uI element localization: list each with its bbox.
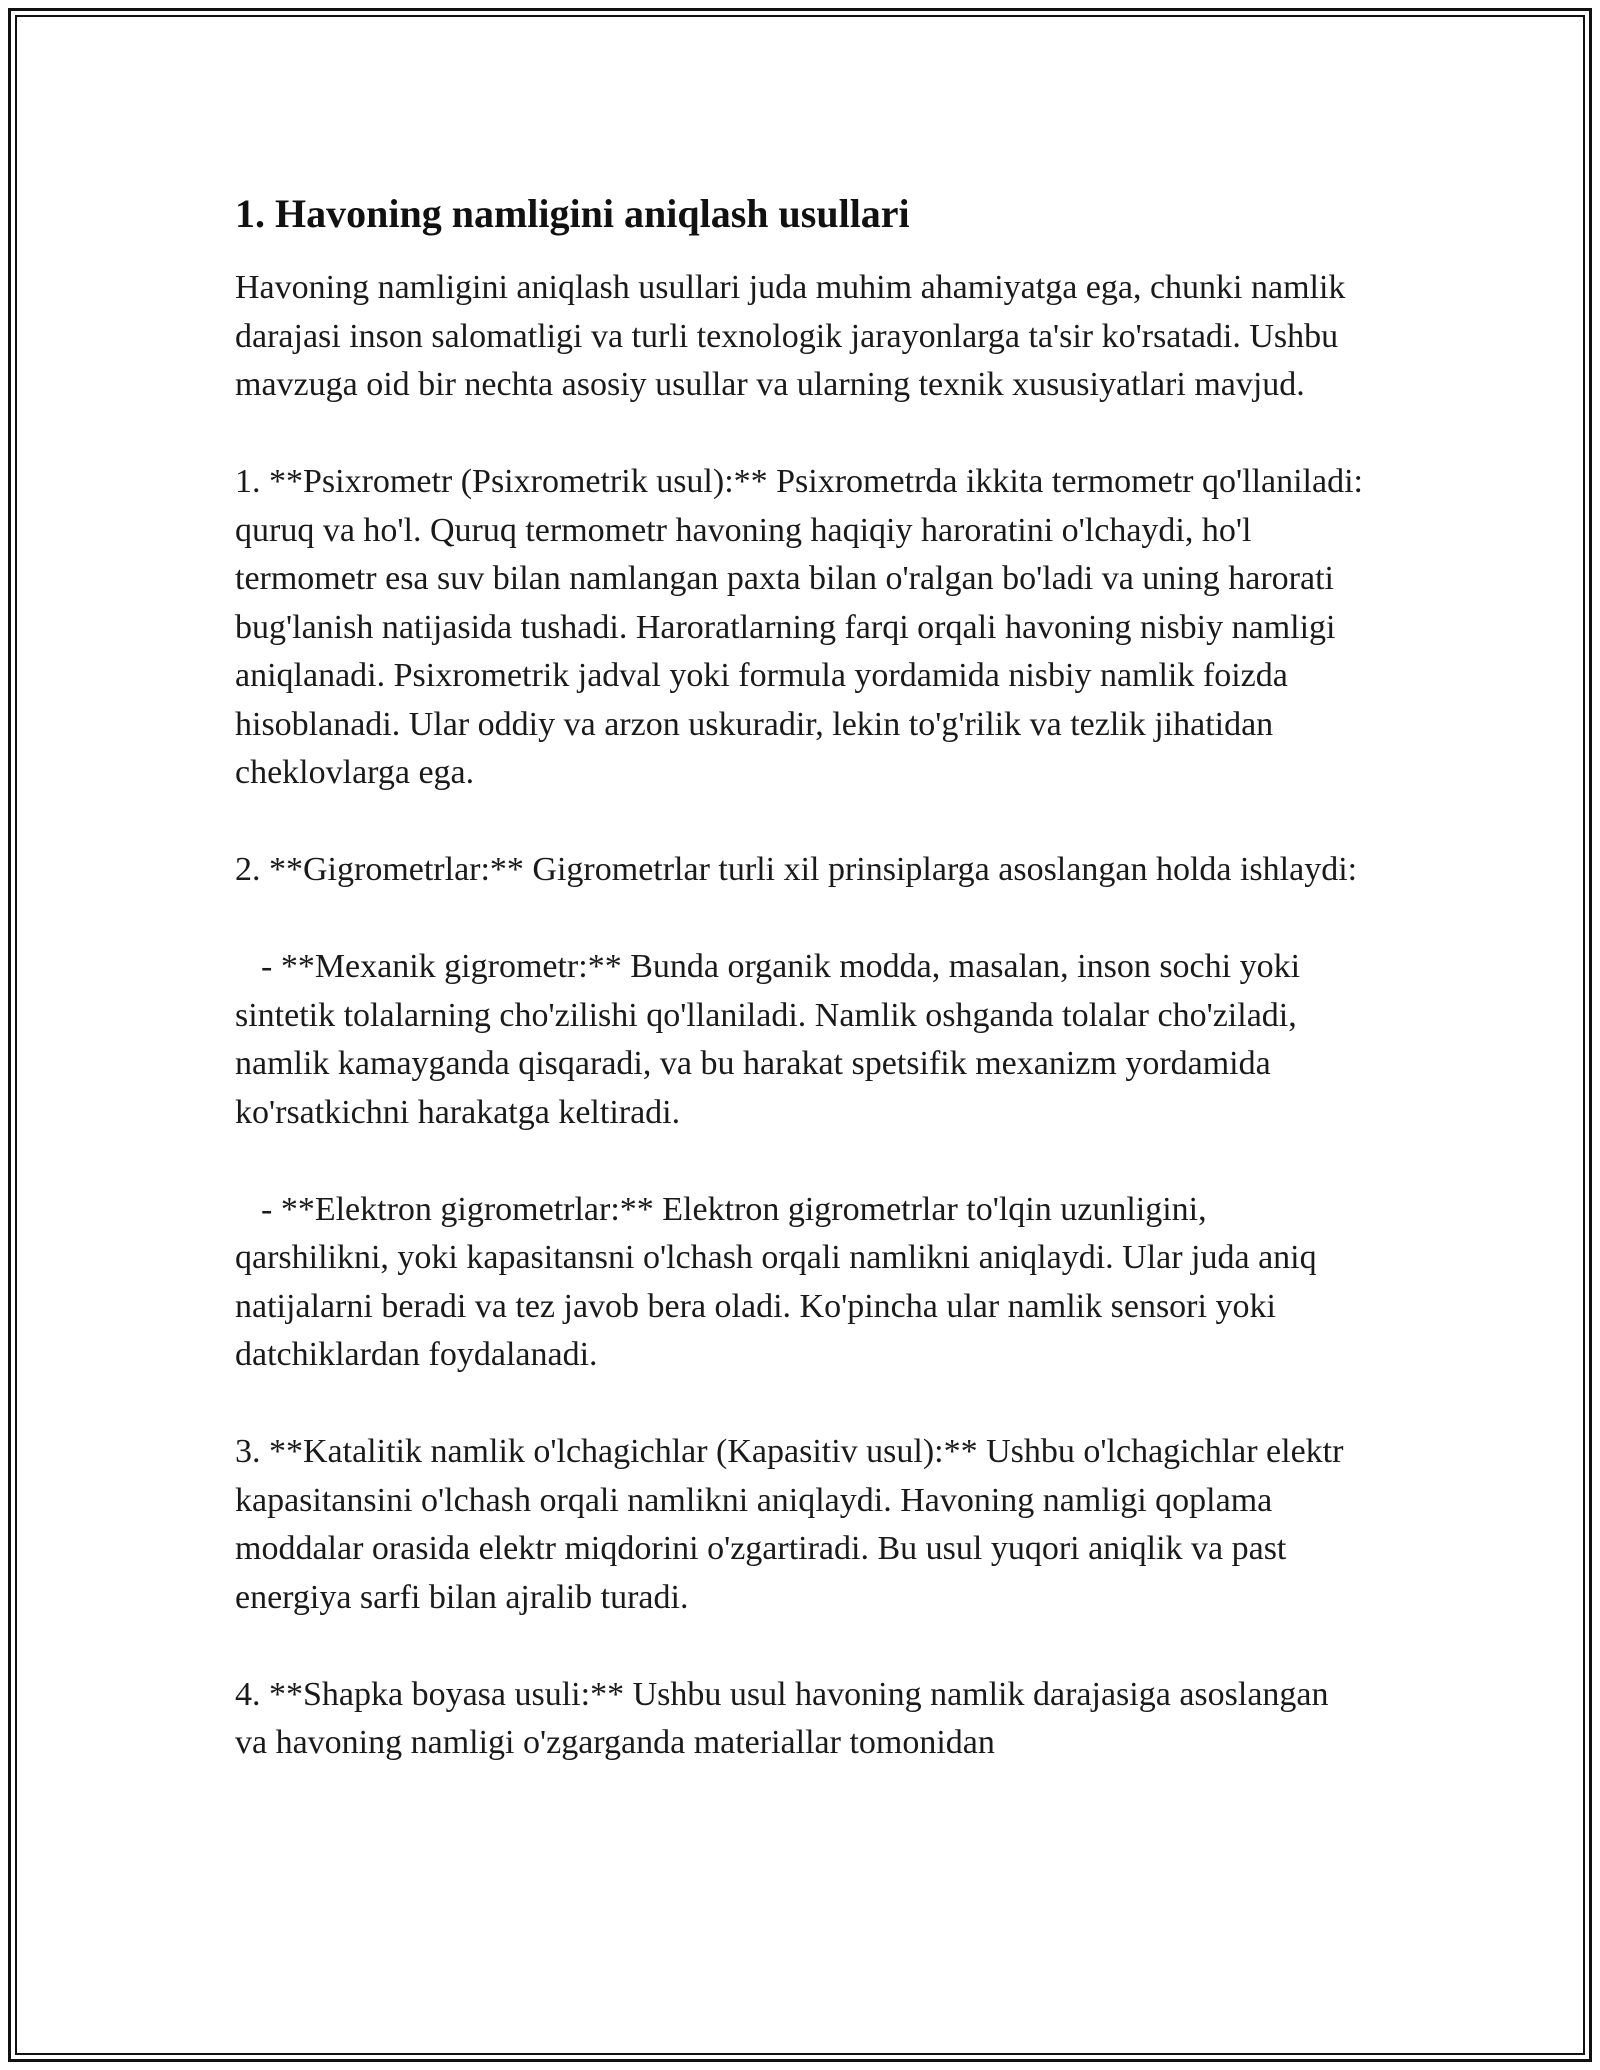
paragraph-mexanik-gigrometr: - **Mexanik gigrometr:** Bunda organik modda, masalan, inson sochi yoki sintetik tolalarning cho'zilishi qo'llaniladi. Namlik oshganda tolalar cho'ziladi, namlik kamayganda qisqaradi, va bu harakat spetsifik mexanizm yordamida ko'rsatkichni harakatga keltiradi.: [235, 948, 1309, 1131]
document-body: [235, 186, 1372, 1816]
intro-paragraph: Havoning namligini aniqlash usullari juda muhim ahamiyatga ega, chunki namlik darajasi inson salomatligi va turli texnologik jarayonlarga ta'sir ko'rsatadi. Ushbu mavzuga oid bir nechta asosiy usullar va ularning texnik xususiyatlari mavjud.: [235, 269, 1354, 403]
paragraph-katalitik: 3. **Katalitik namlik o'lchagichlar (Kapasitiv usul):** Ushbu o'lchagichlar elektr kapasitansini o'lchash orqali namlikni aniqlaydi. Havoning namligi qoplama moddalar orasida elektr miqdorini o'zgartiradi. Bu usul yuqori aniqlik va past energiya sarfi bilan ajralib turadi.: [235, 1433, 1352, 1616]
document-title: 1. Havoning namligini aniqlash usullari: [235, 191, 910, 236]
paragraph-gigrometrlar: 2. **Gigrometrlar:** Gigrometrlar turli xil prinsiplarga asoslangan holda ishlaydi:: [235, 851, 1358, 888]
paragraph-psixrometr: 1. **Psixrometr (Psixrometrik usul):** Psixrometrda ikkita termometr qo'llaniladi: quruq va ho'l. Quruq termometr havoning haqiqiy haroratini o'lchaydi, ho'l termometr esa suv bilan namlangan paxta bilan o'ralgan bo'ladi va uning harorati bug'lanish natijasida tushadi. Haroratlarning farqi orqali havoning nisbiy namligi aniqlanadi. Psixrometrik jadval yoki formula yordamida nisbiy namlik foizda hisoblanadi. Ular oddiy va arzon uskuradir, lekin to'g'rilik va tezlik jihatidan cheklovlarga ega.: [235, 463, 1372, 791]
paragraph-shapka-boyasa: 4. **Shapka boyasa usuli:** Ushbu usul havoning namlik darajasiga asoslangan va havoning namligi o'zgarganda materiallar tomonidan: [235, 1675, 1337, 1761]
paragraph-elektron-gigrometrlar: - **Elektron gigrometrlar:** Elektron gigrometrlar to'lqin uzunligini, qarshilikni, yoki kapasitansni o'lchash orqali namlikni aniqlaydi. Ular juda aniq natijalarni beradi va tez javob bera oladi. Ko'pincha ular namlik sensori yoki datchiklardan foydalanadi.: [235, 1190, 1326, 1373]
